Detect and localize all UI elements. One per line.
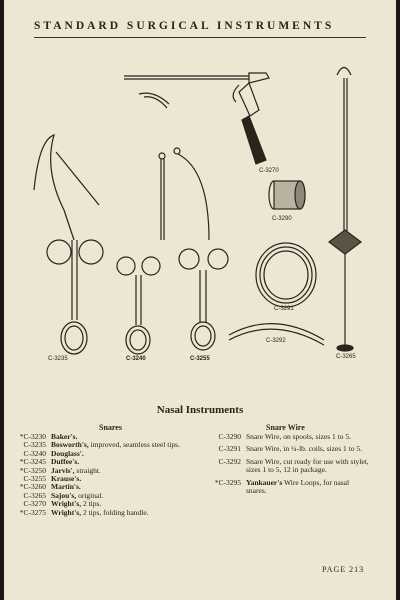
snare-wire-list — [202, 433, 370, 495]
list-item: C-3255 Krause's. — [23, 474, 82, 484]
caption-c3235: C-3235 — [48, 356, 68, 362]
caption-c3291: C-3291 — [274, 306, 294, 312]
list-item: *C-3260 Martin's. — [19, 482, 81, 492]
list-item: C-3270 Wright's, 2 tips. — [23, 499, 102, 509]
list-item: *C-3295 Yankauer's Wire Loops, for nasal snares. — [214, 477, 350, 496]
list-item: *C-3230 Baker's. — [19, 432, 78, 441]
page-number: PAGE 213 — [322, 565, 365, 574]
caption-c3292: C-3292 — [266, 338, 286, 344]
snares-list — [12, 433, 197, 517]
snares-heading: Snares — [99, 423, 122, 432]
list-item: C-3265 Sajou's, original. — [23, 490, 104, 500]
catalog-page — [4, 0, 396, 600]
list-item: C-3291 Snare Wire, in ¼-lb. coils, sizes 1 to 5. — [218, 444, 362, 454]
coil-c3291-drawing — [256, 243, 316, 307]
list-item: C-3240 Douglass'. — [23, 448, 84, 458]
snare-c3270-drawing — [124, 73, 269, 164]
caption-c3270: C-3270 — [259, 168, 279, 174]
list-item: C-3290 Snare Wire, on spools, sizes 1 to 5. — [218, 432, 351, 441]
list-item: *C-3250 Jarvis', straight. — [19, 465, 101, 475]
snare-c3235-drawing — [34, 135, 103, 354]
caption-c3240: C-3240 — [126, 356, 146, 362]
caption-c3255: C-3255 — [190, 356, 210, 362]
snare-c3240-drawing — [117, 153, 165, 354]
spool-c3290-drawing — [269, 181, 305, 209]
instrument-drawings — [4, 40, 396, 375]
running-header: STANDARD SURGICAL INSTRUMENTS — [34, 20, 335, 32]
list-item: C-3292 Snare Wire, cut ready for use with stylet, sizes 1 to 5, 12 in package. — [218, 456, 369, 475]
instrument-illustration — [4, 40, 396, 375]
section-title: Nasal Instruments — [156, 404, 244, 416]
caption-c3265: C-3265 — [336, 354, 356, 360]
caption-c3290: C-3290 — [272, 216, 292, 222]
list-item: C-3235 Bosworth's, improved, seamless steel tips. — [23, 440, 180, 450]
snare-c3265-drawing — [329, 68, 361, 352]
list-item: *C-3275 Wright's, 2 tips, folding handle. — [19, 507, 149, 517]
header-rule — [34, 37, 366, 38]
snare-wire-heading: Snare Wire — [266, 423, 305, 432]
list-item: *C-3245 Duffee's. — [19, 457, 80, 467]
snare-c3255-drawing — [174, 148, 228, 350]
